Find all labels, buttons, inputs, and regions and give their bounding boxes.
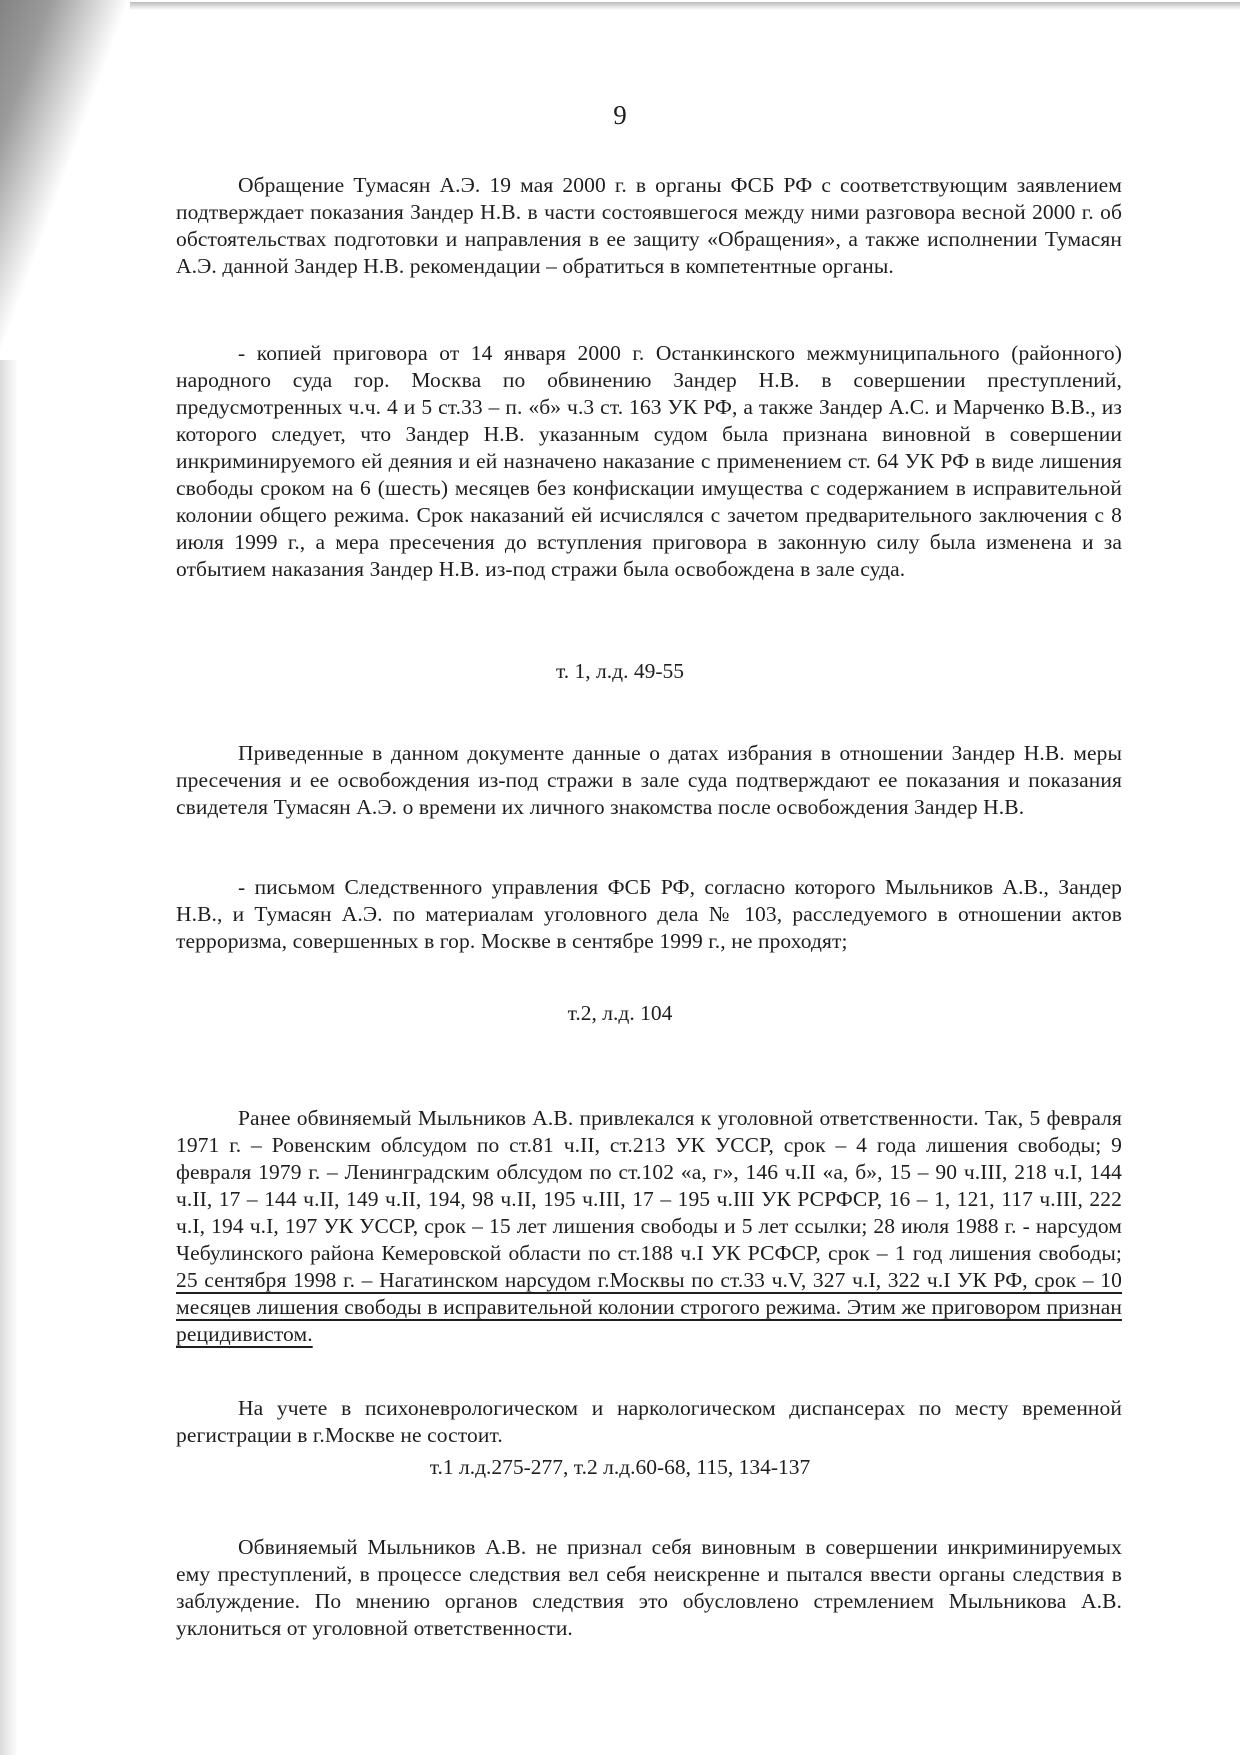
underlined-conviction-text: 25 сентября 1998 г. – Нагатинском нарсудом г.Москвы по ст.33 ч.V, 327 ч.I, 322 ч.I УК РФ, срок – 10 месяцев лишения свободы в исправительной колонии строгого режима. Этим же приговором признан рецидивистом. (176, 1267, 1122, 1346)
case-reference-1: т. 1, л.д. 49-55 (556, 659, 684, 683)
paragraph-prior-convictions (176, 1105, 1122, 1348)
page-number: 9 (613, 100, 627, 130)
paragraph-tumasyan-appeal: Обращение Тумасян А.Э. 19 мая 2000 г. в органы ФСБ РФ с соответствующим заявлением подтверждает показания Зандер Н.В. в части состоявшегося между ними разговора весной 2000 г. об обстоятельствах подготовки и направления в ее защиту «Обращения», а также исполнении Тумасян А.Э. данной Зандер Н.В. рекомендации – обратиться в компетентные органы. (176, 172, 1122, 278)
scan-corner-shadow (0, 0, 150, 360)
case-reference-3: т.1 л.д.275-277, т.2 л.д.60-68, 115, 134-137 (429, 1455, 811, 1479)
scan-left-edge (0, 360, 18, 1755)
paragraph-document-data: Приведенные в данном документе данные о датах избрания в отношении Зандер Н.В. меры пресечения и ее освобождения из-под стражи в зале суда подтверждают ее показания и показания свидетеля Тумасян А.Э. о времени их личного знакомства после освобождения Зандер Н.В. (176, 740, 1122, 819)
paragraph-sentence-copy: - копией приговора от 14 января 2000 г. Останкинского межмуниципального (районного) народного суда гор. Москва по обвинению Зандер Н.В. в совершении преступлений, предусмотренных ч.ч. 4 и 5 ст.33 – п. «б» ч.3 ст. 163 УК РФ, а также Зандер А.С. и Марченко В.В., из которого следует, что Зандер Н.В. указанным судом была признана виновной в совершении инкриминируемого ей деяния и ей назначено наказание с применением ст. 64 УК РФ в виде лишения свободы сроком на 6 (шесть) месяцев без конфискации имущества с содержанием в исправительной колонии общего режима. Срок наказаний ей исчислялся с зачетом предварительного заключения с 8 июля 1999 г., а мера пресечения до вступления приговора в законную силу была изменена и за отбытием наказания Зандер Н.В. из-под стражи была освобождена в зале суда. (176, 340, 1122, 581)
paragraph-fsb-letter: - письмом Следственного управления ФСБ РФ, согласно которого Мыльников А.В., Зандер Н.В., и Тумасян А.Э. по материалам уголовного дела № 103, расследуемого в отношении актов терроризма, совершенных в гор. Москве в сентябре 1999 г., не проходят; (176, 874, 1122, 953)
scan-top-edge (130, 2, 1240, 10)
prior-convictions-text: Ранее обвиняемый Мыльников А.В. привлекался к уголовной ответственности. Так, 5 февраля 1971 г. – Ровенским облсудом по ст.81 ч.II, ст.213 УК УССР, срок – 4 года лишения свободы; 9 февраля 1979 г. – Ленинградским облсудом по ст.102 «а, г», 146 ч.II «а, б», 15 – 90 ч.III, 218 ч.I, 144 ч.II, 17 – 144 ч.II, 149 ч.II, 194, 98 ч.II, 195 ч.III, 17 – 195 ч.III УК РСРФСР, 16 – 1, 121, 117 ч.III, 222 ч.I, 194 ч.I, 197 УК УССР, срок – 15 лет лишения свободы и 5 лет ссылки; 28 июля 1988 г. - нарсудом Чебулинского района Кемеровской области по ст.188 ч.I УК РСФСР, срок – 1 год лишения свободы; (176, 1105, 1122, 1265)
case-reference-2: т.2, л.д. 104 (567, 1001, 673, 1025)
paragraph-defendant-position: Обвиняемый Мыльников А.В. не признал себя виновным в совершении инкриминируемых ему преступлений, в процессе следствия вел себя неискренне и пытался ввести органы следствия в заблуждение. По мнению органов следствия это обусловлено стремлением Мыльникова А.В. уклониться от уголовной ответственности. (176, 1534, 1122, 1640)
paragraph-dispensary-registration: На учете в психоневрологическом и наркологическом диспансерах по месту временной регистрации в г.Москве не состоит. (176, 1395, 1122, 1447)
